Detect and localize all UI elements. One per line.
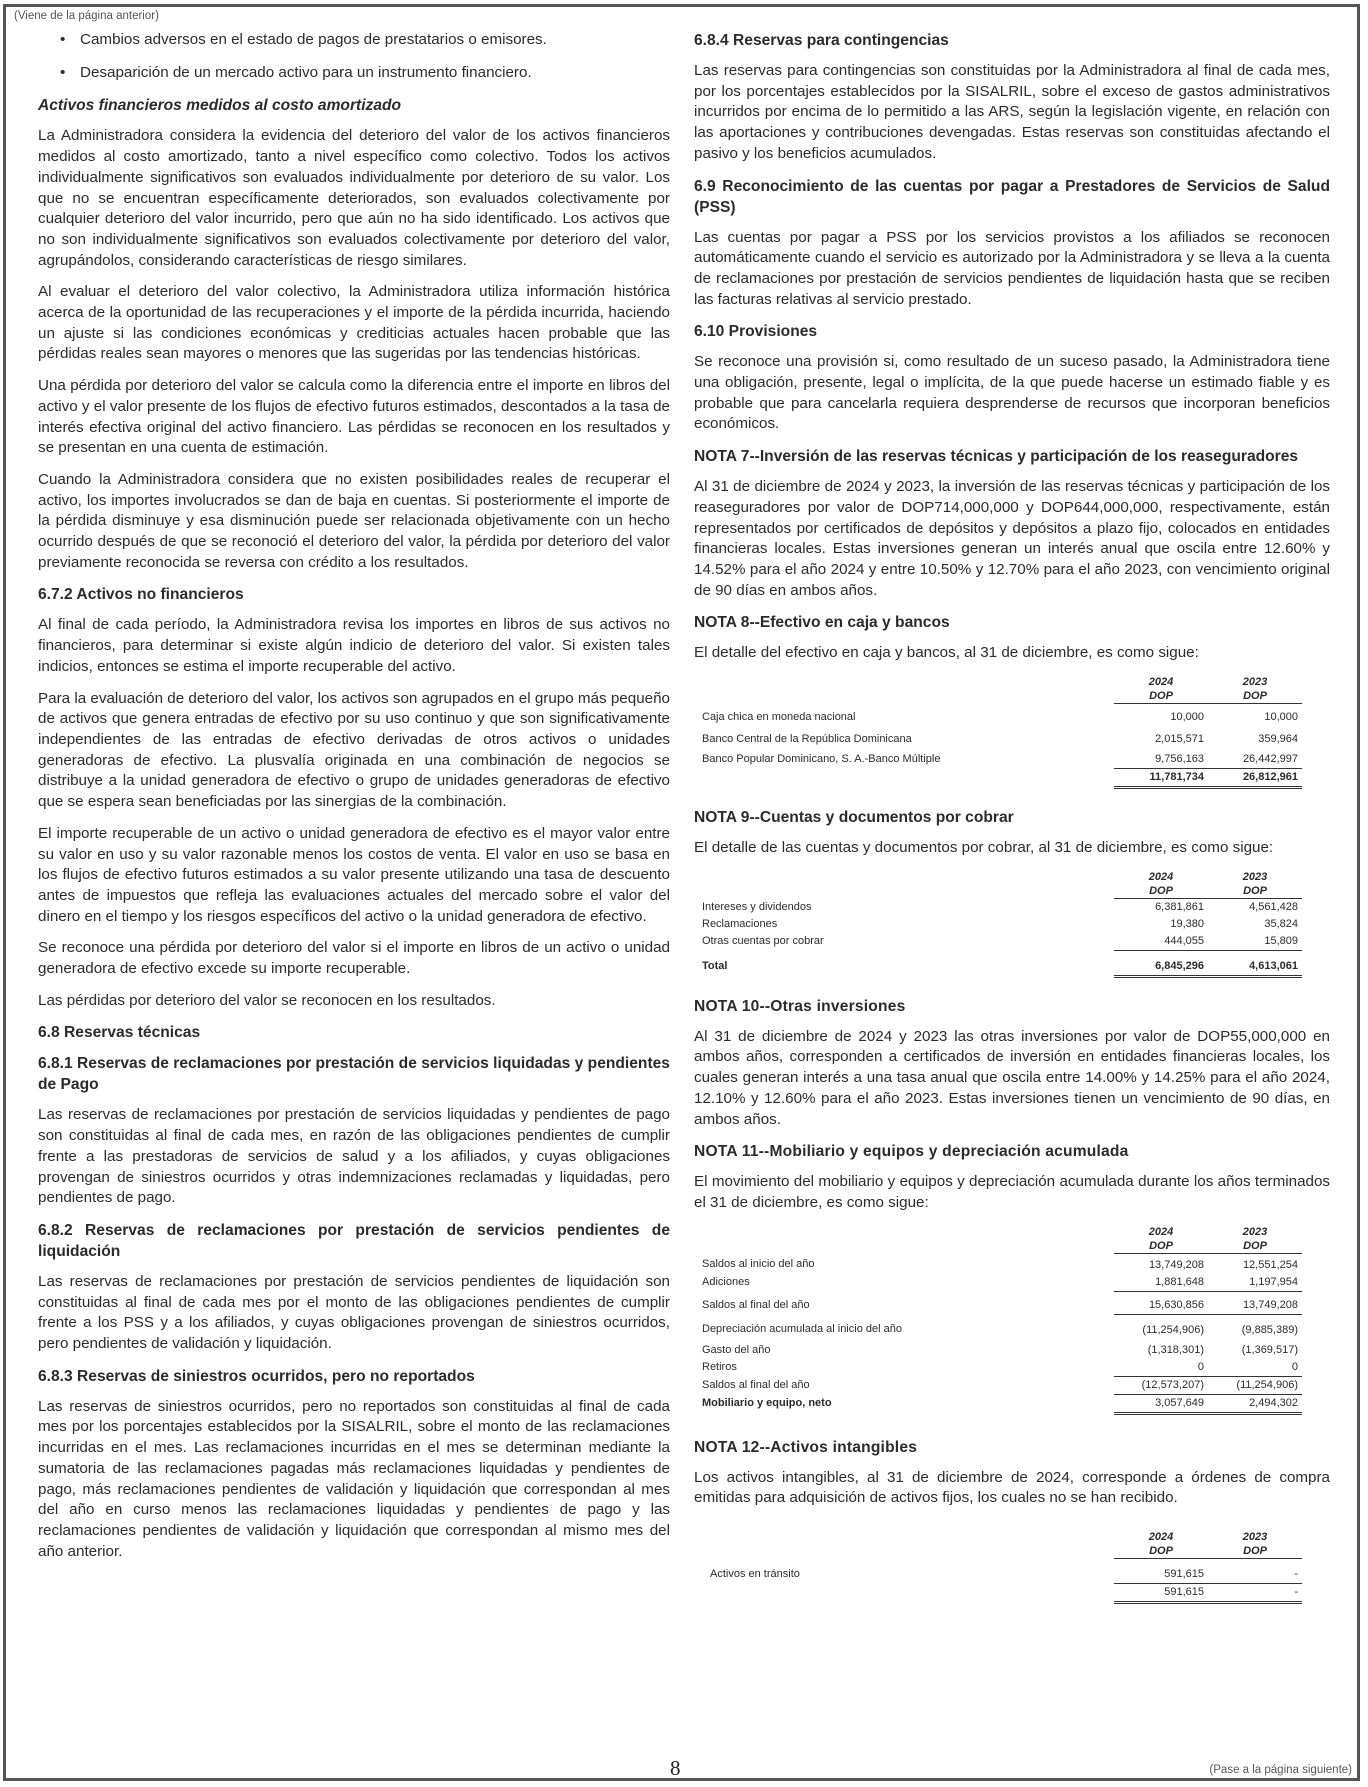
year-2023-header: 2023 — [1242, 1531, 1268, 1544]
cell-2023: - — [1208, 1559, 1302, 1584]
fixed-assets-table — [698, 1225, 1302, 1415]
table-row — [698, 1376, 1302, 1394]
paragraph: El detalle de las cuentas y documentos por cobrar, al 31 de diciembre, es como sigue: — [694, 839, 1274, 857]
cell-2023: 4,561,428 — [1249, 900, 1298, 913]
cell-2023: 1,197,954 — [1208, 1274, 1302, 1292]
row-label: Gasto del año — [702, 1343, 771, 1356]
continued-from-note: (Viene de la página anterior) — [14, 10, 159, 22]
currency-header: DOP — [1114, 689, 1208, 704]
cell-2024: 10,000 — [1170, 711, 1204, 724]
currency-header: DOP — [1114, 1239, 1208, 1254]
currency-header: DOP — [1114, 884, 1208, 899]
table-header-row — [698, 870, 1302, 884]
currency-header: DOP — [1208, 1544, 1302, 1559]
year-2024-header: 2024 — [1148, 870, 1174, 883]
year-2024-header: 2024 — [1148, 1531, 1174, 1544]
total-2024: 3,057,649 — [1114, 1394, 1208, 1413]
row-label: Activos en tránsito — [710, 1568, 800, 1581]
note-heading: NOTA 12--Activos intangibles — [694, 1438, 918, 1456]
table-row — [698, 1274, 1302, 1292]
total-2023: 4,613,061 — [1208, 950, 1302, 976]
table-row — [698, 704, 1302, 727]
row-label: Saldos al final del año — [702, 1378, 810, 1391]
paragraph: Las cuentas por pagar a PSS por los servicios provistos a los afiliados se reconocen automáticamente cuando el servicio es autorizado por la Administradora y se lleva a la cuenta de reclamaciones por prestación de servicios pendientes de liquidación hasta que se reciben las facturas relativas al servicio prestado. — [694, 228, 1330, 308]
list-item: • Desaparición de un mercado activo para un instrumento financiero. — [60, 63, 670, 84]
cell-2024: 591,615 — [1114, 1559, 1208, 1584]
row-label: Saldos al final del año — [702, 1298, 810, 1311]
table-total-row — [698, 1394, 1302, 1413]
section-heading: 6.7.2 Activos no financieros — [38, 586, 244, 604]
table-header-row — [698, 1544, 1302, 1559]
paragraph: Al evaluar el deterioro del valor colectivo, la Administradora utiliza información histórica acerca de la oportunidad de las recuperaciones y el importe de la pérdida incurrida, haciendo un ajuste si las condiciones económicas y crediticias actuales hacen probable que las pérdidas reales sean mayores o menores que las sugeridas por las tendencias históricas. — [38, 283, 670, 363]
total-2023: - — [1208, 1584, 1302, 1603]
currency-header: DOP — [1114, 1544, 1208, 1559]
cell-2024: 444,055 — [1114, 933, 1208, 951]
cell-2023: 12,551,254 — [1242, 1258, 1298, 1271]
note-heading: NOTA 8--Efectivo en caja y bancos — [694, 614, 950, 632]
row-label: Saldos al inicio del año — [702, 1258, 815, 1271]
section-heading: 6.8.1 Reservas de reclamaciones por prestación de servicios liquidadas y pendientes de Pago — [38, 1055, 670, 1094]
total-2023: 2,494,302 — [1208, 1394, 1302, 1413]
year-2023-header: 2023 — [1242, 1225, 1268, 1238]
cell-2023: 13,749,208 — [1208, 1291, 1302, 1314]
table-total-row — [698, 1584, 1302, 1603]
table-header-row — [698, 689, 1302, 704]
cell-2024: (11,254,906) — [1142, 1323, 1204, 1336]
section-heading: 6.8.3 Reservas de siniestros ocurridos, pero no reportados — [38, 1367, 475, 1385]
cell-2023: (1,369,517) — [1241, 1343, 1298, 1356]
table-row — [698, 1253, 1302, 1274]
row-label: Retiros — [702, 1360, 737, 1373]
list-item: • Cambios adversos en el estado de pagos de prestatarios o emisores. — [60, 30, 670, 51]
paragraph: Al 31 de diciembre de 2024 y 2023, la inversión de las reservas técnicas y participación de los reaseguradores por valor de DOP714,000,000 y DOP644,000,000, respectivamente, están representados por certificados de depósitos y depósitos a plazo fijo, colocados en entidades financieras locales. Estas inversiones generan un interés anual que oscila entre 12.60% y 14.52% para el año 2024 y entre 10.50% y 12.70% para el año 2023, con vencimiento original de 90 días en ambos años. — [694, 478, 1330, 599]
section-heading: 6.8.2 Reservas de reclamaciones por prestación de servicios pendientes de liquidación — [38, 1221, 670, 1260]
paragraph: El movimiento del mobiliario y equipos y depreciación acumulada durante los años terminados el 31 de diciembre, es como sigue: — [694, 1173, 1330, 1211]
paragraph: Las reservas de siniestros ocurridos, pero no reportados son constituidas al final de cada mes por los porcentajes establecidos por la SISALRIL, sobre el monto de las reclamaciones incurridas en el mes. Las reclamaciones incurridas en el mes se determinan mediante la sumatoria de las reclamaciones pagadas más reclamaciones liquidadas y pendientes de pago, más reclamaciones pendientes de validación y liquidación que correspondan al mes del año en curso menos las reclamaciones liquidadas y pendientes de pago y las reclamaciones pendientes de validación y liquidación que correspondan al mismo mes del año anterior. — [38, 1397, 670, 1560]
row-label: Intereses y dividendos — [702, 900, 812, 913]
cell-2024: (12,573,207) — [1114, 1376, 1208, 1394]
cell-2023: (9,885,389) — [1241, 1323, 1298, 1336]
table-header-row — [698, 1239, 1302, 1254]
cell-2024: 9,756,163 — [1114, 748, 1208, 769]
paragraph: Las pérdidas por deterioro del valor se reconocen en los resultados. — [38, 991, 496, 1009]
cell-2024: 19,380 — [1170, 917, 1204, 930]
table-row — [698, 748, 1302, 769]
total-label: Total — [702, 960, 728, 973]
note-heading: NOTA 9--Cuentas y documentos por cobrar — [694, 809, 1014, 827]
total-2024: 591,615 — [1114, 1584, 1208, 1603]
continued-on-note: (Pase a la página siguiente) — [1209, 1764, 1352, 1776]
paragraph: Una pérdida por deterioro del valor se calcula como la diferencia entre el importe en libros del activo y el valor presente de los flujos de efectivo futuros estimados, descontados a la tasa de interés efectiva original del activo financiero. Las pérdidas se reconocen en los resultados y se presentan en una cuenta de estimación. — [38, 377, 670, 457]
table-total-row — [698, 769, 1302, 788]
right-column — [694, 30, 1330, 1618]
row-label: Reclamaciones — [702, 917, 778, 930]
year-2024-header: 2024 — [1148, 1225, 1174, 1238]
table-header-row — [698, 1530, 1302, 1544]
intangibles-table — [698, 1530, 1302, 1604]
note-heading: NOTA 10--Otras inversiones — [694, 997, 906, 1015]
total-2023: 26,812,961 — [1208, 769, 1302, 788]
table-row — [698, 933, 1302, 951]
table-total-row — [698, 950, 1302, 976]
table-row — [698, 1339, 1302, 1359]
table-header-row — [698, 675, 1302, 689]
table-row — [698, 1359, 1302, 1377]
paragraph: La Administradora considera la evidencia del deterioro del valor de los activos financieros medidos al costo amortizado, tanto a nivel específico como colectivo. Todos los activos individualmente significativos son evaluados individualmente por deterioro de su valor. Los que no se encuentran específicamente deteriorados, son evaluados colectivamente por cualquier deterioro del valor incurrido, pero que aún no ha sido identificado. Los activos que no son individualmente significativos son evaluados colectivamente por deterioro del valor, agrupándolos, considerando características de riesgo similares. — [38, 127, 670, 269]
currency-header: DOP — [1208, 1239, 1302, 1254]
left-column — [38, 30, 670, 1573]
table-header-row — [698, 1225, 1302, 1239]
total-2024: 11,781,734 — [1114, 769, 1208, 788]
page-number: 8 — [670, 1756, 681, 1780]
table-row — [698, 916, 1302, 933]
note-heading: NOTA 7--Inversión de las reservas técnicas y participación de los reaseguradores — [694, 448, 1299, 466]
table-row — [698, 898, 1302, 916]
cell-2023: 10,000 — [1264, 711, 1298, 724]
row-label: Banco Popular Dominicano, S. A.-Banco Múltiple — [702, 753, 941, 766]
paragraph: Se reconoce una pérdida por deterioro del valor si el importe en libros de un activo o unidad generadora de efectivo excede su importe recuperable. — [38, 939, 670, 978]
table-row — [698, 726, 1302, 748]
cell-2024: 0 — [1114, 1359, 1208, 1377]
table-row — [698, 1559, 1302, 1584]
row-label: Caja chica en moneda nacional — [702, 710, 856, 723]
paragraph: Se reconoce una provisión si, como resultado de un suceso pasado, la Administradora tiene una obligación, presente, legal o implícita, de la que puede hacerse un estimado fiable y es probable que para cancelarla requiera desprenderse de recursos que incorporan beneficios económicos. — [694, 353, 1330, 433]
paragraph: Para la evaluación de deterioro del valor, los activos son agrupados en el grupo más pequeño de activos que genera entradas de efectivo por su uso continuo y que son significativamente independientes de las entradas de efectivo derivadas de otros activos o unidades generadoras de efectivo. La plusvalía originada en una combinación de negocios se distribuye a la unidad generadora de efectivo o grupo de unidades generadoras de efectivo que se espera sean beneficiadas por las sinergias de la combinación. — [38, 689, 670, 811]
row-label: Otras cuentas por cobrar — [702, 935, 824, 948]
cell-2024: 13,749,208 — [1148, 1258, 1204, 1271]
section-heading: 6.10 Provisiones — [694, 323, 818, 341]
cash-table — [698, 675, 1302, 789]
table-row — [698, 1291, 1302, 1314]
cell-2023: 35,824 — [1264, 917, 1298, 930]
paragraph: Las reservas para contingencias son constituidas por la Administradora al final de cada mes, por los porcentajes establecidos por la SISALRIL, sobre el exceso de gastos administrativos incurridos por encima de lo permitido a las ARS, según la legislación vigente, en relación con las aportaciones y contribuciones devengadas. Estas reservas son constituidas afectando el pasivo y los beneficios acumulados. — [694, 62, 1330, 162]
paragraph: Al 31 de diciembre de 2024 y 2023 las otras inversiones por valor de DOP55,000,000 en ambos años, corresponden a certificados de inversión en entidades financieras locales, los cuales generan interés a una tasa anual que oscila entre 14.00% y 14.25% para el año 2024, 12.10% y 12.60% para el año 2023. Estas inversiones tienen un vencimiento de 90 días, en ambos años. — [694, 1027, 1330, 1128]
cell-2024: 15,630,856 — [1114, 1291, 1208, 1314]
cell-2023: 15,809 — [1208, 933, 1302, 951]
paragraph: Los activos intangibles, al 31 de diciembre de 2024, corresponde a órdenes de compra emitidas para adquisición de activos fijos, los cuales no se han recibido. — [694, 1468, 1330, 1507]
note-heading: NOTA 11--Mobiliario y equipos y depreciación acumulada — [694, 1143, 1129, 1161]
row-label: Mobiliario y equipo, neto — [702, 1397, 832, 1410]
receivables-table — [698, 870, 1302, 978]
table-row — [698, 1314, 1302, 1339]
cell-2024: 1,881,648 — [1114, 1274, 1208, 1292]
cell-2024: 6,381,861 — [1155, 900, 1204, 913]
currency-header: DOP — [1208, 689, 1302, 704]
year-2023-header: 2023 — [1242, 676, 1268, 689]
risk-bullet-list — [38, 30, 670, 83]
paragraph: El importe recuperable de un activo o unidad generadora de efectivo es el mayor valor entre su valor en uso y su valor razonable menos los costos de venta. El valor en uso se basa en los flujos de efectivo futuros estimados a su valor presente utilizando una tasa de descuento antes de impuestos que refleja las evaluaciones actuales del mercado sobre el valor del dinero en el tiempo y los riesgos específicos del activo o la unidad generadora de efectivo. — [38, 824, 670, 925]
cell-2023: (11,254,906) — [1208, 1376, 1302, 1394]
section-heading: 6.9 Reconocimiento de las cuentas por pagar a Prestadores de Servicios de Salud (PSS) — [694, 177, 1330, 216]
cell-2024: (1,318,301) — [1147, 1343, 1204, 1356]
cell-2023: 359,964 — [1258, 733, 1298, 746]
paragraph: Las reservas de reclamaciones por prestación de servicios liquidadas y pendientes de pago son constituidas al final de cada mes, en razón de las obligaciones pendientes de cumplir frente a las prestadoras de servicios de salud y a los afiliados, y cuyas obligaciones provengan de siniestros ocurridos y otras indemnizaciones reclamadas y liquidadas, pero pendientes de pago. — [38, 1106, 670, 1207]
row-label: Adiciones — [702, 1275, 750, 1288]
paragraph: El detalle del efectivo en caja y bancos, al 31 de diciembre, es como sigue: — [694, 644, 1199, 662]
cell-2023: 0 — [1208, 1359, 1302, 1377]
total-2024: 6,845,296 — [1114, 950, 1208, 976]
cell-2023: 26,442,997 — [1208, 748, 1302, 769]
paragraph: Cuando la Administradora considera que no existen posibilidades reales de recuperar el activo, los importes involucrados se dan de baja en cuentas. Si posteriormente el importe de la pérdida disminuye y esa disminución puede ser relacionada objetivamente con un hecho ocurrido después de que se reconoció el deterioro del valor, la pérdida por deterioro del valor previamente reconocida se reversa con crédito a los resultados. — [38, 470, 670, 571]
section-heading: 6.8.4 Reservas para contingencias — [694, 32, 949, 49]
row-label: Depreciación acumulada al inicio del año — [702, 1323, 902, 1336]
currency-header: DOP — [1208, 884, 1302, 899]
year-2023-header: 2023 — [1242, 870, 1268, 883]
table-header-row — [698, 884, 1302, 899]
paragraph: Las reservas de reclamaciones por prestación de servicios pendientes de liquidación son constituidas al final de cada mes por el monto de las obligaciones pendientes de cumplir frente a los PSS y a los afiliados, y cuyas obligaciones provengan de siniestros ocurridos, pero pendientes de validación y liquidación. — [38, 1272, 670, 1353]
row-label: Banco Central de la República Dominicana — [702, 733, 912, 746]
paragraph: Al final de cada período, la Administradora revisa los importes en libros de sus activos no financieros, para determinar si existe algún indicio de deterioro del valor. Si existen tales indicios, entonces se estima el importe recuperable del activo. — [38, 616, 670, 675]
cell-2024: 2,015,571 — [1155, 733, 1204, 746]
section-heading: 6.8 Reservas técnicas — [38, 1024, 201, 1042]
section-heading: Activos financieros medidos al costo amortizado — [38, 97, 402, 115]
year-2024-header: 2024 — [1148, 676, 1174, 689]
